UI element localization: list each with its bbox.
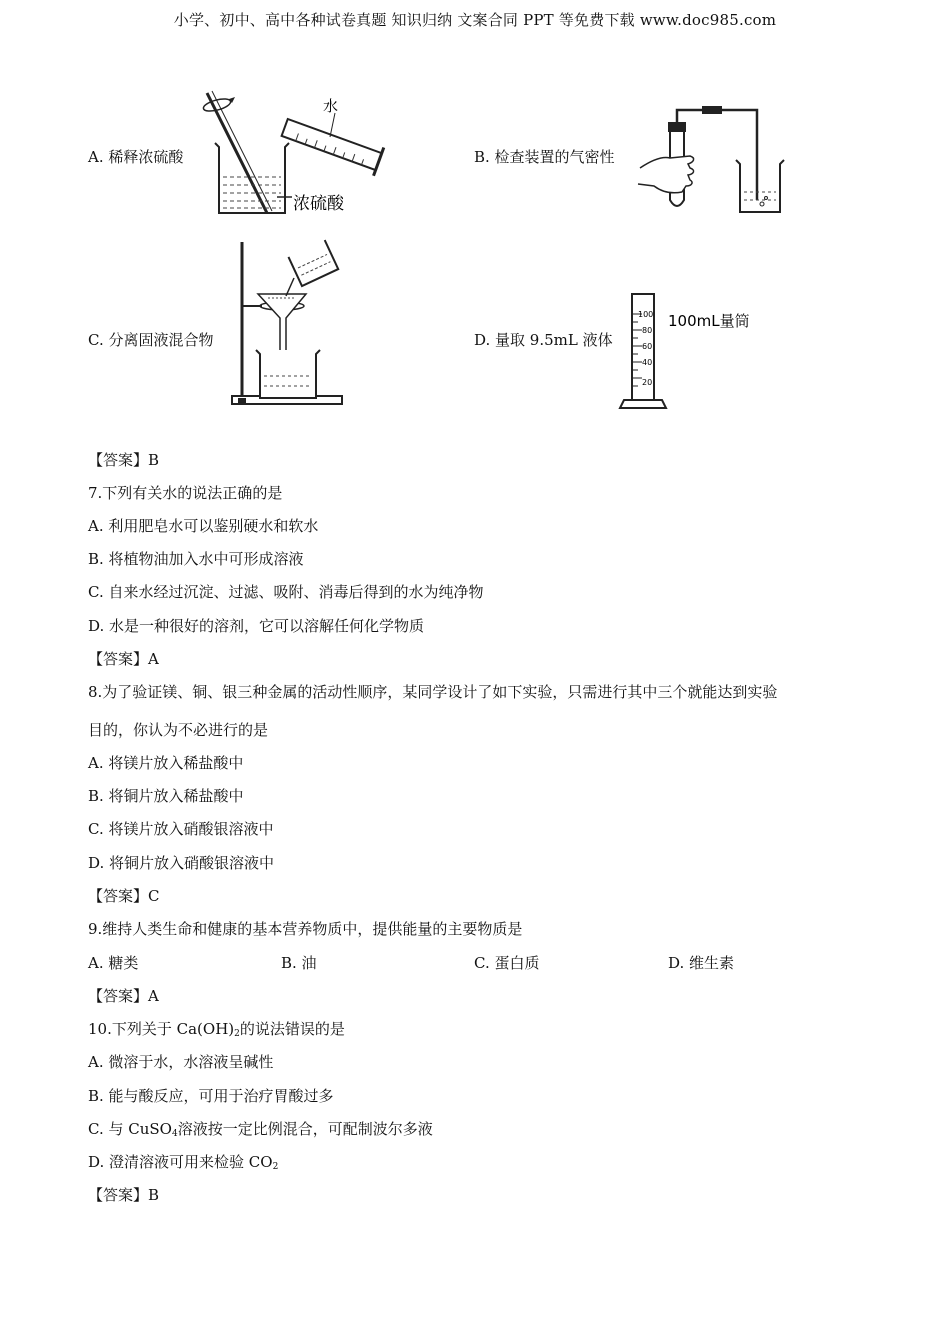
figure-a-acid-label: 浓硫酸 bbox=[293, 194, 344, 214]
q8-option-c: C. 将镁片放入硝酸银溶液中 bbox=[88, 820, 274, 838]
q10-option-d-subscript: 2 bbox=[272, 1162, 279, 1172]
q10-option-d-text: D. 澄清溶液可用来检验 CO bbox=[88, 1153, 273, 1171]
q8-option-b: B. 将铜片放入稀盐酸中 bbox=[88, 787, 244, 805]
cylinder-tick-40: 40 bbox=[642, 358, 653, 367]
q6-option-a: A. 稀释浓硫酸 bbox=[88, 148, 184, 166]
q10-option-c-subscript: 4 bbox=[171, 1129, 178, 1139]
q10-stem-tail: 的说法错误的是 bbox=[239, 1020, 345, 1038]
cylinder-label: 100mL量筒 bbox=[668, 312, 750, 330]
cylinder-tick-80: 80 bbox=[642, 326, 653, 335]
q10-option-b: B. 能与酸反应，可用于治疗胃酸过多 bbox=[88, 1087, 334, 1105]
q10-option-c-tail: 溶液按一定比例混合，可配制波尔多液 bbox=[177, 1120, 433, 1138]
q8-answer: 【答案】C bbox=[88, 887, 160, 905]
q10-option-d bbox=[88, 1151, 278, 1172]
q6-answer: 【答案】B bbox=[88, 451, 160, 469]
q7-option-d: D. 水是一种很好的溶剂，它可以溶解任何化学物质 bbox=[88, 617, 425, 635]
q9-option-d: D. 维生素 bbox=[668, 954, 735, 972]
figure-d-cylinder bbox=[620, 288, 780, 414]
q7-option-a: A. 利用肥皂水可以鉴别硬水和软水 bbox=[88, 517, 319, 535]
q9-answer: 【答案】A bbox=[88, 987, 159, 1005]
q8-stem-line1: 8.为了验证镁、铜、银三种金属的活动性顺序，某同学设计了如下实验，只需进行其中三个就能达到实验 bbox=[88, 683, 778, 701]
q10-option-c-text: C. 与 CuSO bbox=[88, 1120, 172, 1138]
q7-option-c: C. 自来水经过沉淀、过滤、吸附、消毒后得到的水为纯净物 bbox=[88, 583, 484, 601]
q10-stem-text: 10.下列关于 Ca(OH) bbox=[88, 1020, 235, 1038]
q9-option-b: B. 油 bbox=[281, 954, 317, 972]
cylinder-tick-20: 20 bbox=[642, 378, 653, 387]
q10-option-a: A. 微溶于水，水溶液呈碱性 bbox=[88, 1053, 274, 1071]
q7-stem: 7.下列有关水的说法正确的是 bbox=[88, 484, 283, 502]
figure-a-dilute-acid bbox=[195, 85, 385, 220]
figure-b-airtightness bbox=[632, 100, 792, 218]
q6-option-d: D. 量取 9.5mL 液体 bbox=[474, 331, 613, 349]
page-header: 小学、初中、高中各种试卷真题 知识归纳 文案合同 PPT 等免费下载 www.doc985.com bbox=[173, 11, 777, 29]
q8-stem-line2: 目的，你认为不必进行的是 bbox=[88, 721, 269, 739]
q10-answer: 【答案】B bbox=[88, 1186, 160, 1204]
q8-option-d: D. 将铜片放入硝酸银溶液中 bbox=[88, 854, 275, 872]
q10-option-c bbox=[88, 1118, 433, 1139]
q10-stem-subscript: 2 bbox=[234, 1029, 240, 1039]
figure-a-water-label: 水 bbox=[323, 97, 339, 115]
figure-c-filtration bbox=[228, 238, 348, 410]
q9-option-c: C. 蛋白质 bbox=[474, 954, 540, 972]
q9-option-a: A. 糖类 bbox=[88, 954, 139, 972]
cylinder-tick-60: 60 bbox=[642, 342, 653, 351]
q10-stem bbox=[88, 1018, 345, 1039]
q7-answer: 【答案】A bbox=[88, 650, 159, 668]
q9-stem: 9.维持人类生命和健康的基本营养物质中，提供能量的主要物质是 bbox=[88, 920, 523, 938]
q8-option-a: A. 将镁片放入稀盐酸中 bbox=[88, 754, 244, 772]
cylinder-tick-100: 100 bbox=[638, 310, 654, 319]
q6-option-b: B. 检查装置的气密性 bbox=[474, 148, 615, 166]
q7-option-b: B. 将植物油加入水中可形成溶液 bbox=[88, 550, 304, 568]
q6-option-c: C. 分离固液混合物 bbox=[88, 331, 214, 349]
